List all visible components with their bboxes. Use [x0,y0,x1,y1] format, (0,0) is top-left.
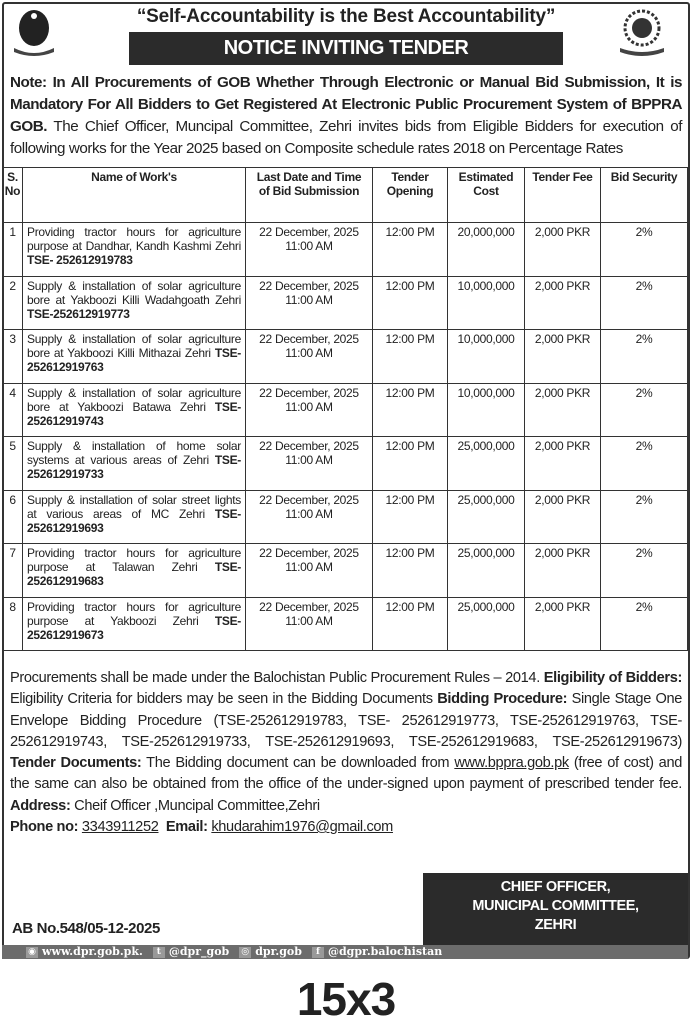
bid-security: 2% [601,276,688,330]
table-row [3,223,688,277]
work-name: Providing tractor hours for agriculture purpose at Yakboozi Zehri TSE-252612919673 [23,597,246,651]
sno: 5 [3,437,23,491]
tender-fee: 2,000 PKR [525,490,601,544]
estimated-cost: 10,000,000 [448,383,525,437]
instagram-icon: ◎ [239,947,251,958]
header-opening: Tender Opening [373,168,448,223]
bid-security: 2% [601,437,688,491]
tender-opening: 12:00 PM [373,490,448,544]
estimated-cost: 25,000,000 [448,544,525,598]
tender-opening: 12:00 PM [373,330,448,384]
last-date: 22 December, 2025 11:00 AM [246,544,373,598]
footer-twitter[interactable]: t @dpr_gob [153,945,229,959]
facebook-icon: f [312,947,324,958]
bid-security: 2% [601,490,688,544]
work-name: Providing tractor hours for agriculture purpose at Dandhar, Kandh Kashmi Zehri TSE- 252612919783 [23,223,246,277]
last-date: 22 December, 2025 11:00 AM [246,276,373,330]
table-row [3,276,688,330]
tender-table [2,167,688,651]
tender-fee: 2,000 PKR [525,330,601,384]
sno: 3 [3,330,23,384]
estimated-cost: 25,000,000 [448,490,525,544]
header-last-date: Last Date and Time of Bid Submission [246,168,373,223]
notice-title: NOTICE INVITING TENDER [129,32,563,65]
sno: 6 [3,490,23,544]
tender-opening: 12:00 PM [373,437,448,491]
bid-security: 2% [601,597,688,651]
tender-opening: 12:00 PM [373,383,448,437]
last-date: 22 December, 2025 11:00 AM [246,490,373,544]
terms-paragraph: Procurements shall be made under the Balochistan Public Procurement Rules – 2014. Eligibility of Bidders: Eligibility Criteria for bidders may be seen in the Bidding Documents Bidding Procedure: Single Stage One Envelope Bidding Procedure (TSE-252612919783, TSE- 252612919773, TSE-252612919763, TSE-252612919743, TSE-252612919733, TSE-252612919693, TSE-252612919683, TSE-252612919673) Tender Documents: The Bidding document can be downloaded from www.bppra.gob.pk (free of cost) and the same can also be obtained from the office of the under-signed upon payment of prescribed tender fee. Address: Cheif Officer ,Muncipal Committee,Zehri Phone no: 3343911252 Email: khudarahim1976@gmail.com [10,670,682,836]
sno: 1 [3,223,23,277]
header-work: Name of Work's [23,168,246,223]
footer-facebook[interactable]: f @dgpr.balochistan [312,945,442,959]
twitter-icon: t [153,947,165,958]
last-date: 22 December, 2025 11:00 AM [246,383,373,437]
bppra-link[interactable]: www.bppra.gob.pk [454,755,569,772]
header-cost: Estimated Cost [448,168,525,223]
ab-number: AB No.548/05-12-2025 [12,920,160,937]
estimated-cost: 25,000,000 [448,437,525,491]
phone-link[interactable]: 3343911252 [81,819,159,836]
tender-fee: 2,000 PKR [525,544,601,598]
last-date: 22 December, 2025 11:00 AM [246,597,373,651]
slogan: “Self-Accountability is the Best Accountability” [136,6,556,27]
estimated-cost: 25,000,000 [448,597,525,651]
tender-opening: 12:00 PM [373,597,448,651]
work-name: Supply & installation of solar agriculture bore at Yakboozi Batawa Zehri TSE- 252612919743 [23,383,246,437]
signature-block: CHIEF OFFICER, MUNICIPAL COMMITTEE, ZEHRI [423,873,688,945]
table-row [3,597,688,651]
tender-fee: 2,000 PKR [525,223,601,277]
work-name: Supply & installation of solar street lights at various areas of MC Zehri TSE- 252612919693 [23,490,246,544]
tender-fee: 2,000 PKR [525,383,601,437]
bid-security: 2% [601,223,688,277]
sno: 7 [3,544,23,598]
table-row [3,437,688,491]
last-date: 22 December, 2025 11:00 AM [246,330,373,384]
tender-opening: 12:00 PM [373,276,448,330]
table-row [3,544,688,598]
bid-security: 2% [601,544,688,598]
table-row [3,490,688,544]
tender-fee: 2,000 PKR [525,437,601,491]
header-sno: S. No [3,168,23,223]
sno: 2 [3,276,23,330]
bid-security: 2% [601,330,688,384]
footer-web[interactable]: ◉ www.dpr.gob.pk. [26,945,143,959]
work-name: Supply & installation of solar agriculture bore at Yakboozi Killi Mithazai Zehri TSE- 252612919763 [23,330,246,384]
tender-opening: 12:00 PM [373,544,448,598]
email-link[interactable]: khudarahim1976@gmail.com [211,819,393,836]
ad-size: 15x3 [296,973,396,1025]
table-row [3,330,688,384]
tender-fee: 2,000 PKR [525,276,601,330]
last-date: 22 December, 2025 11:00 AM [246,223,373,277]
header-fee: Tender Fee [525,168,601,223]
footer-bar [2,945,688,959]
bid-security: 2% [601,383,688,437]
note-paragraph: Note: In All Procurements of GOB Whether Through Electronic or Manual Bid Submission, It is Mandatory For All Bidders to Get Registered At Electronic Public Procurement System of BPPRA GOB. The Chief Officer, Muncipal Committee, Zehri invites bids from Eligible Bidders for execution of following works for the Year 2025 based on Composite schedule rates 2018 on Percentage Rates [10,74,682,157]
work-name: Supply & installation of home solar systems at various areas of Zehri TSE- 252612919733 [23,437,246,491]
footer-instagram[interactable]: ◎ dpr.gob [239,945,302,959]
work-name: Supply & installation of solar agriculture bore at Yakboozi Killi Wadahgoath Zehri TSE-252612919773 [23,276,246,330]
tender-opening: 12:00 PM [373,223,448,277]
estimated-cost: 20,000,000 [448,223,525,277]
tender-fee: 2,000 PKR [525,597,601,651]
estimated-cost: 10,000,000 [448,330,525,384]
globe-icon: ◉ [26,947,38,958]
table-row [3,383,688,437]
estimated-cost: 10,000,000 [448,276,525,330]
work-name: Providing tractor hours for agriculture purpose at Talawan Zehri TSE-252612919683 [23,544,246,598]
sno: 4 [3,383,23,437]
last-date: 22 December, 2025 11:00 AM [246,437,373,491]
sno: 8 [3,597,23,651]
header-security: Bid Security [601,168,688,223]
